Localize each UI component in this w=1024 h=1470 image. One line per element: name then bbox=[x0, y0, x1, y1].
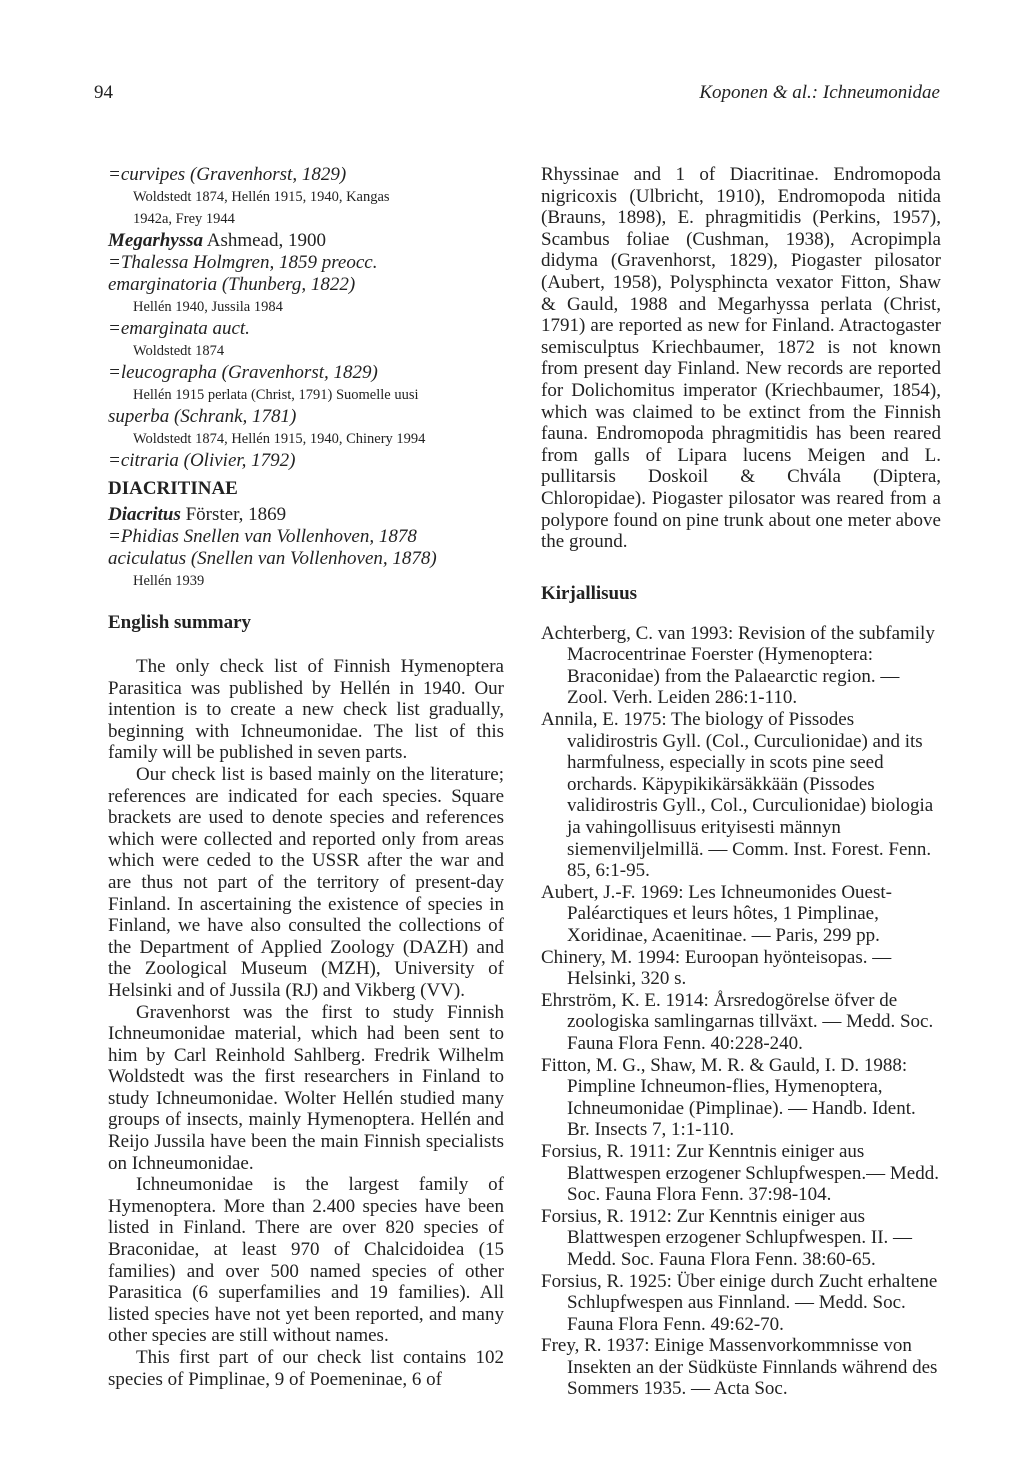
reference-entry: Achterberg, C. van 1993: Revision of the subfamily Macrocentrinae Foerster (Hymenoptera: Braconidae) from the Palaearctic region. — Zool. Verh. Leiden 286:1-110. bbox=[541, 622, 935, 709]
summary-heading: English summary bbox=[108, 612, 252, 633]
synonym-name: =Thalessa Holmgren, 1859 preocc. bbox=[108, 252, 378, 273]
summary-paragraph: Ichneumonidae is the largest family of Hymenoptera. More than 2.400 species have been listed in Finland. There are over 820 species of Braconidae, at least 970 of Chalcidoidea (15 families) and over 500 named species of other Parasitica (6 superfamilies and 19 families). All listed species have not yet been reported, and many other species are still without names. bbox=[108, 1174, 504, 1347]
summary-paragraph: The only check list of Finnish Hymenoptera Parasitica was published by Hellén in 1940. Our intention is to create a new check list gradually, beginning with Ichneumonidae. The list of this family will be published in seven parts. bbox=[108, 656, 504, 764]
right-column bbox=[541, 164, 941, 1400]
species-name: emarginatoria (Thunberg, 1822) bbox=[108, 274, 356, 295]
references-heading: Kirjallisuus bbox=[541, 582, 638, 604]
reference-line: Woldstedt 1874 bbox=[133, 343, 225, 359]
reference-line: Woldstedt 1874, Hellén 1915, 1940, Chinery 1994 bbox=[133, 431, 426, 447]
summary-continued bbox=[541, 164, 941, 553]
synonym-name: =Phidias Snellen van Vollenhoven, 1878 bbox=[108, 526, 417, 547]
reference-entry: Chinery, M. 1994: Euroopan hyönteisopas. — Helsinki, 320 s. bbox=[541, 946, 892, 990]
page-header bbox=[94, 82, 940, 112]
reference-entry: Frey, R. 1937: Einige Massenvorkommnisse von Insekten an der Südküste Finnlands während des Sommers 1935. — Acta Soc. bbox=[541, 1335, 938, 1400]
reference-entry: Aubert, J.-F. 1969: Les Ichneumonides Ouest-Paléarctiques et leurs hôtes, 1 Pimplinae, Xoridinae, Acaenitinae. — Paris, 299 pp. bbox=[541, 881, 892, 946]
species-name: aciculatus (Snellen van Vollenhoven, 1878) bbox=[108, 548, 437, 569]
genus-line bbox=[108, 230, 504, 252]
synonym-line bbox=[108, 362, 504, 384]
reference-list bbox=[541, 623, 941, 1400]
summary-paragraph: Gravenhorst was the first to study Finnish Ichneumonidae material, which had been sent to him by Carl Reinhold Sahlberg. Fredrik Wilhelm Woldstedt was the first researchers in Finland to study Ichneumonidae. Wolter Hellén studied many groups of insects, mainly Hymenoptera. Hellén and Reijo Jussila have been the main Finnish specialists on Ichneumonidae. bbox=[108, 1001, 504, 1174]
genus-line bbox=[108, 504, 504, 526]
reference-line: Hellén 1939 bbox=[133, 573, 205, 589]
synonym-line bbox=[108, 318, 504, 340]
reference-entry: Forsius, R. 1911: Zur Kenntnis einiger aus Blattwespen erzogener Schlupfwespen.— Medd. Soc. Fauna Flora Fenn. 37:98-104. bbox=[541, 1140, 939, 1206]
summary-paragraph: Rhyssinae and 1 of Diacritinae. Endromopoda nigricoxis (Ulbricht, 1910), Endromopoda nitida (Brauns, 1898), E. phragmitidis (Perkins, 1957), Scambus foliae (Cushman, 1938), Acropimpla didyma (Gravenhorst, 1829), Piogaster pilosator (Aubert, 1958), Polysphincta vexator Fitton, Shaw & Gauld, 1988 and Megarhyssa perlata (Christ, 1791) are reported as new for Finland. Atractogaster semisculptus Kriechbaumer, 1872 is not known from present day Finland. New records are reported for Dolichomitus imperator (Kriechbaumer, 1854), which was claimed to be extinct from the Finnish fauna. Endromopoda phragmitidis has been reared from galls of Lipara lucens Meigen and L. pullitarsis Doskoil & Chvála (Diptera, Chloropidae). Piogaster pilosator was reared from a polypore found on pine trunk about one meter above the ground. bbox=[541, 164, 941, 553]
subfamily-heading: DIACRITINAE bbox=[108, 478, 238, 499]
species-line bbox=[108, 406, 504, 428]
reference-line: 1942a, Frey 1944 bbox=[133, 211, 235, 227]
species-line bbox=[108, 274, 504, 296]
species-name: superba (Schrank, 1781) bbox=[108, 406, 297, 427]
summary-text bbox=[108, 656, 504, 1390]
genus-name: Megarhyssa bbox=[108, 230, 204, 251]
species-line bbox=[108, 548, 504, 570]
running-title: Koponen & al.: Ichneumonidae bbox=[699, 82, 940, 103]
reference-line: Hellén 1940, Jussila 1984 bbox=[133, 299, 283, 315]
genus-author: Förster, 1869 bbox=[185, 504, 287, 525]
summary-paragraph: This first part of our check list contains 102 species of Pimplinae, 9 of Poemeninae, 6 of bbox=[108, 1347, 504, 1390]
reference-entry: Annila, E. 1975: The biology of Pissodes validirostris Gyll. (Col., Curculionidae) and its harmfulness, especially in scots pine seed orchards. Käpypikikärsäkkään (Pissodes validirostris Gyll., Col., Curculionidae) biologia ja vahingollisuus erityisesti männyn siemenviljelmillä. — Comm. Inst. Forest. Fenn. 85, 6:1-95. bbox=[541, 709, 934, 882]
page-number: 94 bbox=[94, 82, 113, 103]
left-column bbox=[108, 164, 504, 1390]
reference-entry: Ehrström, K. E. 1914: Årsredogörelse öfver de zoologiska samlingarnas tillväxt. — Medd. Soc. Fauna Flora Fenn. 40:228-240. bbox=[541, 989, 934, 1054]
reference-line: Hellén 1915 perlata (Christ, 1791) Suomelle uusi bbox=[133, 387, 419, 403]
synonym-line bbox=[108, 252, 504, 274]
synonym-line bbox=[108, 164, 504, 186]
genus-name: Diacritus bbox=[108, 504, 181, 525]
genus-author: Ashmead, 1900 bbox=[206, 230, 326, 251]
synonym-line bbox=[108, 450, 504, 472]
reference-line: Woldstedt 1874, Hellén 1915, 1940, Kangas bbox=[133, 189, 390, 205]
synonym-name: =citraria (Olivier, 1792) bbox=[108, 450, 296, 471]
reference-entry: Forsius, R. 1912: Zur Kenntnis einiger aus Blattwespen erzogener Schlupfwespen. II. — Medd. Soc. Fauna Flora Fenn. 38:60-65. bbox=[541, 1205, 913, 1270]
synonym-name: =curvipes (Gravenhorst, 1829) bbox=[108, 164, 347, 185]
synonym-line bbox=[108, 526, 504, 548]
synonym-name: =leucographa (Gravenhorst, 1829) bbox=[108, 362, 378, 383]
reference-entry: Forsius, R. 1925: Über einige durch Zucht erhaltene Schlupfwespen aus Finnland. — Medd. Soc. Fauna Flora Fenn. 49:62-70. bbox=[541, 1270, 938, 1335]
summary-paragraph: Our check list is based mainly on the literature; references are indicated for each species. Square brackets are used to denote species and references which were collected and reported only from areas which were ceded to the USSR after the war and are thus not part of the territory of present-day Finland. In ascertaining the existence of species in Finland, we have also consulted the collections of the Department of Applied Zoology (DAZH) and the Zoological Museum (MZH), University of Helsinki and of Jussila (RJ) and Vikberg (VV). bbox=[108, 763, 504, 1001]
species-list bbox=[108, 164, 504, 592]
synonym-name: =emarginata auct. bbox=[108, 318, 250, 339]
reference-entry: Fitton, M. G., Shaw, M. R. & Gauld, I. D. 1988: Pimpline Ichneumon-flies, Hymenoptera, Ichneumonidae (Pimplinae). — Handb. Ident. Br. Insects 7, 1:1-110. bbox=[541, 1054, 916, 1141]
